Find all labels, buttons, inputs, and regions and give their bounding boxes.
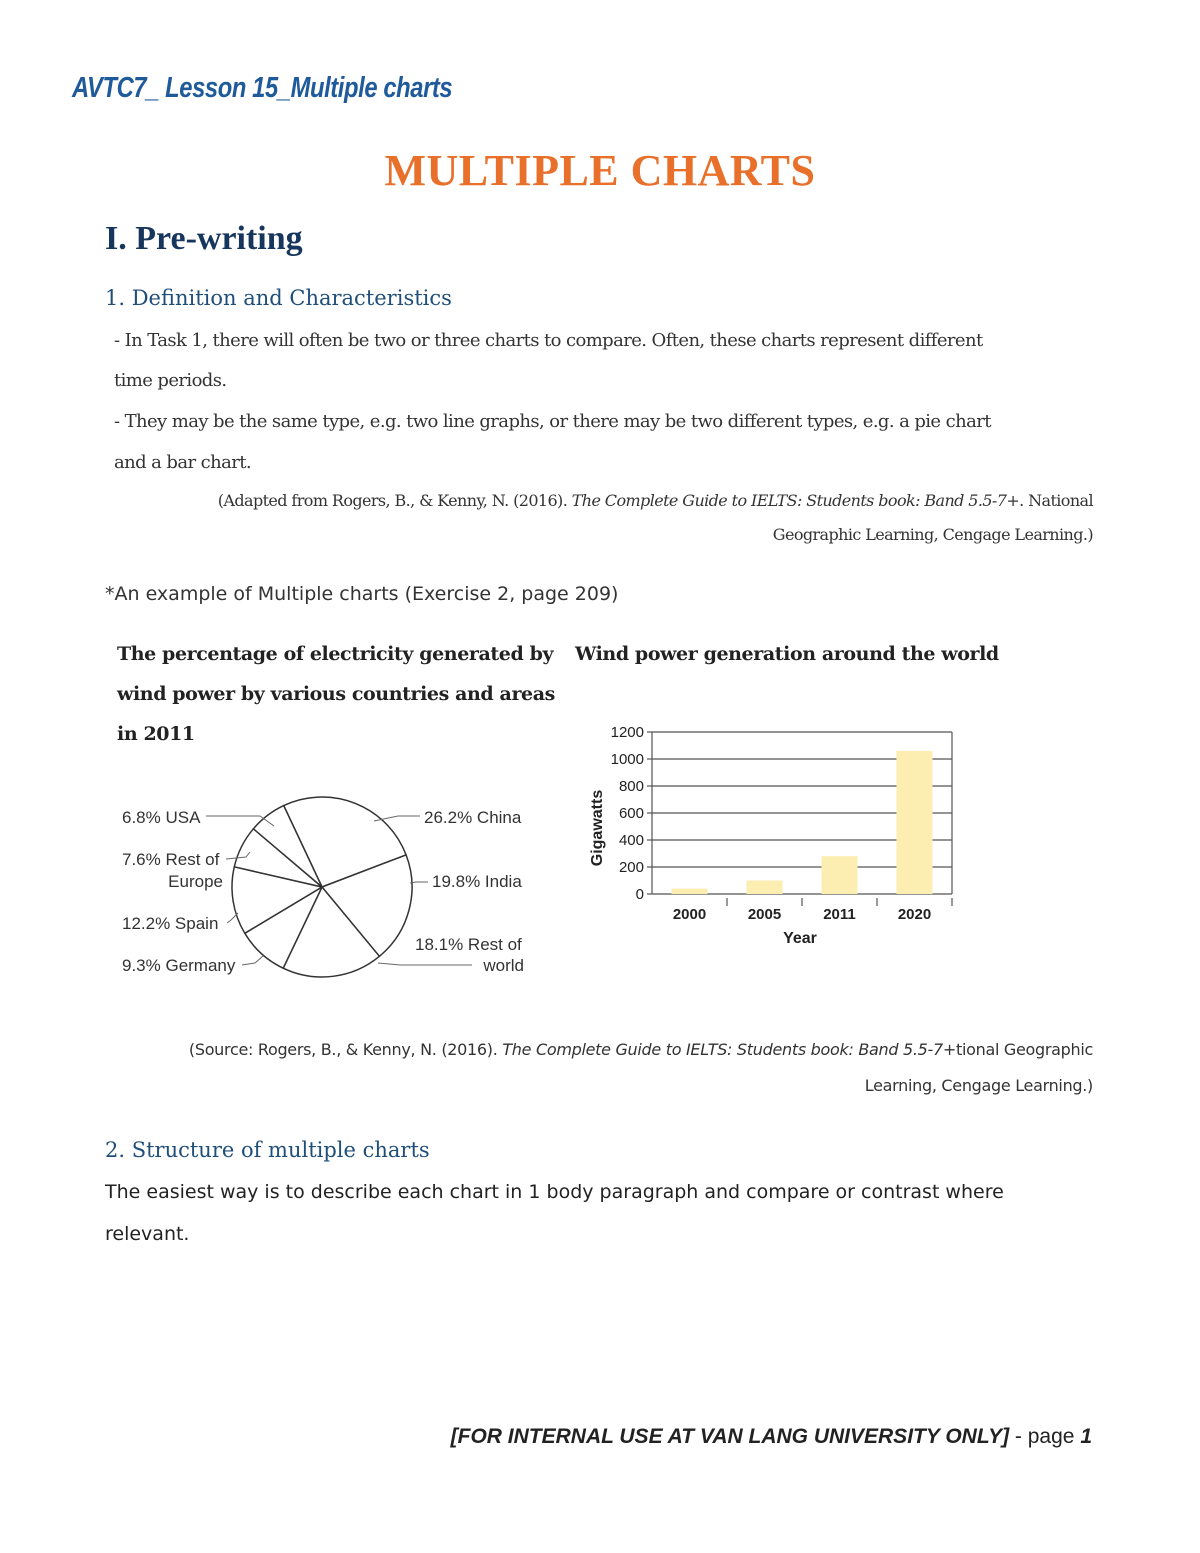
source-line-2: Learning, Cengage Learning.) bbox=[864, 1076, 1093, 1095]
bar-y-tick-label: 1200 bbox=[610, 724, 644, 741]
bar-2011 bbox=[822, 856, 858, 894]
source-line-1 bbox=[189, 1040, 1093, 1059]
bar-x-tick-label: 2011 bbox=[823, 906, 856, 923]
source-prefix: (Source: Rogers, B., & Kenny, N. (2016). bbox=[188, 1040, 503, 1059]
source-book-title: The Complete Guide to IELTS: Students book: Band 5.5-7+ bbox=[502, 1040, 956, 1059]
footer bbox=[451, 1425, 1092, 1449]
citation-line-1 bbox=[218, 484, 1093, 518]
section-heading-prewriting: I. Pre-writing bbox=[105, 220, 303, 257]
footer-page-label: - page bbox=[1009, 1425, 1081, 1448]
pie-label-rest-europe-2: Europe bbox=[168, 872, 223, 891]
pie-chart-title bbox=[117, 634, 555, 754]
source-suffix: tional Geographic bbox=[956, 1040, 1093, 1059]
pie-label-usa: 6.8% USA bbox=[122, 808, 201, 827]
pie-label-germany: 9.3% Germany bbox=[122, 956, 236, 975]
bullet-1-line-1: - In Task 1, there will often be two or three charts to compare. Often, these charts represent different bbox=[114, 330, 983, 351]
bar-x-tick-label: 2000 bbox=[672, 906, 707, 923]
pie-label-spain: 12.2% Spain bbox=[122, 914, 219, 933]
bar-2020 bbox=[897, 751, 933, 894]
pie-title-line-2: wind power by various countries and areas bbox=[117, 683, 555, 705]
citation-book-title: The Complete Guide to IELTS: Students book: Band 5.5-7+ bbox=[571, 491, 1020, 510]
structure-line-2: relevant. bbox=[105, 1223, 190, 1245]
leader-line-india bbox=[410, 882, 428, 883]
bar-x-tick-label: 2020 bbox=[897, 906, 932, 923]
pie-label-china: 26.2% China bbox=[424, 808, 522, 827]
bar-y-tick-label: 800 bbox=[618, 778, 644, 795]
bar-x-axis-label: Year bbox=[783, 930, 817, 947]
leader-line-germany bbox=[242, 956, 263, 965]
bar-y-tick-label: 400 bbox=[618, 832, 644, 849]
pie-label-india: 19.8% India bbox=[432, 872, 522, 891]
bar-x-tick-label: 2005 bbox=[747, 906, 782, 923]
citation-line-2: Geographic Learning, Cengage Learning.) bbox=[772, 525, 1093, 544]
example-label: *An example of Multiple charts (Exercise 2, page 209) bbox=[105, 583, 619, 605]
subheading-definition: 1. Definition and Characteristics bbox=[105, 286, 452, 310]
citation-suffix: . National bbox=[1019, 491, 1093, 510]
citation-prefix: (Adapted from Rogers, B., & Kenny, N. (2016). bbox=[217, 491, 572, 510]
bullet-1-line-2: time periods. bbox=[114, 370, 227, 391]
bullet-2-line-1: - They may be the same type, e.g. two line graphs, or there may be two different types, e.g. a pie chart bbox=[114, 411, 991, 432]
bar-chart bbox=[570, 718, 970, 953]
pie-title-line-3: in 2011 bbox=[117, 723, 195, 745]
lesson-header: AVTC7_ Lesson 15_Multiple charts bbox=[72, 72, 453, 104]
bar-y-axis-label: Gigawatts bbox=[589, 789, 606, 867]
page-title: MULTIPLE CHARTS bbox=[384, 146, 816, 195]
leader-line-spain bbox=[227, 913, 238, 923]
pie-label-rest-europe-1: 7.6% Rest of bbox=[122, 850, 220, 869]
pie-title-line-1: The percentage of electricity generated by bbox=[117, 643, 554, 665]
structure-line-1: The easiest way is to describe each chart in 1 body paragraph and compare or contrast where bbox=[105, 1181, 1004, 1203]
footer-page-number: 1 bbox=[1080, 1425, 1092, 1448]
pie-label-rest-world-2: world bbox=[483, 956, 524, 975]
bar-y-tick-label: 1000 bbox=[610, 751, 644, 768]
leader-line-rest-world bbox=[378, 963, 472, 965]
pie-chart bbox=[110, 790, 550, 1000]
pie-label-rest-world-1: 18.1% Rest of bbox=[415, 935, 522, 954]
bar-2005 bbox=[747, 881, 783, 895]
bar-2000 bbox=[672, 889, 708, 894]
bar-chart-title: Wind power generation around the world bbox=[575, 643, 999, 665]
bullet-2-line-2: and a bar chart. bbox=[114, 452, 251, 473]
footer-notice: [FOR INTERNAL USE AT VAN LANG UNIVERSITY ONLY] bbox=[450, 1425, 1010, 1448]
bar-y-tick-label: 200 bbox=[618, 859, 644, 876]
bar-y-tick-label: 0 bbox=[635, 886, 644, 903]
subheading-structure: 2. Structure of multiple charts bbox=[105, 1138, 430, 1162]
bar-y-tick-label: 600 bbox=[618, 805, 644, 822]
